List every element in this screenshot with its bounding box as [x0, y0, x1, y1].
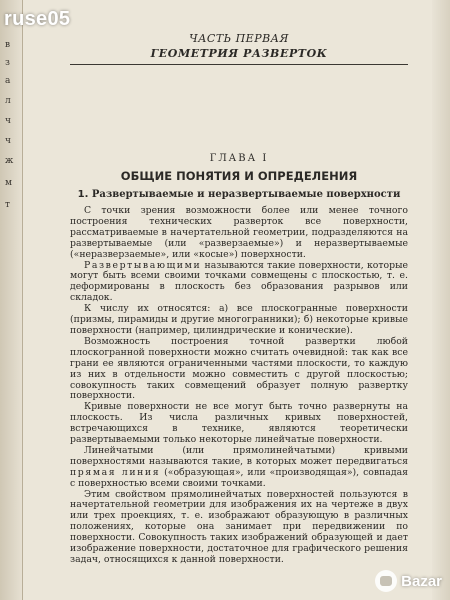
margin-fragment: ч	[5, 116, 11, 126]
book-page	[70, 32, 408, 566]
paragraph: Кривые поверхности не все могут быть точно развернуты на плоскость. Из числа различных кривых поверхностей, встречающихся в технике, являются теоретически развертываемыми только некоторые линейчатые поверхности.	[70, 401, 408, 446]
margin-fragment: ч	[5, 136, 11, 146]
margin-fragment: в	[5, 40, 11, 50]
section-number: 1.	[77, 189, 89, 200]
section-heading	[70, 189, 408, 200]
paragraph	[70, 446, 408, 490]
margin-fragment: т	[5, 200, 10, 210]
margin-fragment: з	[5, 58, 10, 68]
paragraph: Этим свойством прямолинейчатых поверхностей пользуются в начертательной геометрии для изображения их на чертеже в двух или трех проекциях, т. е. изображают образующую в различных положениях, которые она занимает при передвижении по поверхности. Совокупность таких изображений образующей и дает изображение поверхности, достаточное для графического решения задач, относящихся к данной поверхности.	[70, 488, 408, 565]
adjacent-page-edge	[0, 0, 23, 600]
margin-fragment: м	[5, 178, 13, 188]
paragraph: С точки зрения возможности более или менее точного построения технических разверток все поверхности, рассматриваемые в начертательной геометрии, подразделяются на развертываемые (или «разверзаемые») и неразвертываемые («неразверзаемые», или «косые») поверхности.	[70, 205, 408, 260]
paragraph: Возможность построения точной развертки любой плоскогранной поверхности можно считать очевидной: так как все грани ее являются ограниченными частями плоскости, то каждую из них в отдельности можно совместить с другой плоскостью; совокупность таких совмещений образует полную развертку поверхности.	[70, 335, 408, 402]
watermark-text: Bazar	[401, 572, 442, 590]
paragraph-text: Линейчатыми (или прямолинейчатыми) кривыми поверхностями называются такие, в которых может передвигаться	[70, 444, 408, 467]
paragraph: К числу их относятся: а) все плоскогранные поверхности (призмы, пирамиды и другие многогранники); б) некоторые кривые поверхности (например, цилиндрические и конические).	[70, 303, 408, 336]
watermark-logo: ruse05	[4, 8, 71, 30]
page-right-edge	[432, 0, 450, 600]
part-subtitle: ГЕОМЕТРИЯ РАЗВЕРТОК	[70, 47, 408, 65]
margin-fragment: а	[5, 76, 11, 86]
part-heading: ЧАСТЬ ПЕРВАЯ	[189, 32, 289, 45]
bazar-logo-icon	[375, 570, 397, 592]
paragraph-text: («образующая», или «производящая»), совпадая с поверхностью всеми своими точками.	[70, 466, 408, 489]
margin-fragment: л	[5, 96, 11, 106]
chapter-label: ГЛАВА I	[209, 153, 269, 164]
watermark-badge	[375, 570, 442, 592]
emphasized-term: прямая линия	[70, 466, 161, 478]
emphasized-term: Развертывающими	[84, 259, 202, 271]
section-title: Развертываемые и неразвертываемые поверхности	[91, 189, 401, 200]
paragraph	[70, 261, 408, 305]
margin-fragment: ж	[5, 156, 14, 166]
paragraph-text: называются такие поверхности, которые могут быть всеми своими точками совмещены с плоскостью, т. е. деформированы в плоскость без образования разрывов или складок.	[70, 259, 408, 304]
chapter-title: ОБЩИЕ ПОНЯТИЯ И ОПРЕДЕЛЕНИЯ	[120, 169, 358, 183]
